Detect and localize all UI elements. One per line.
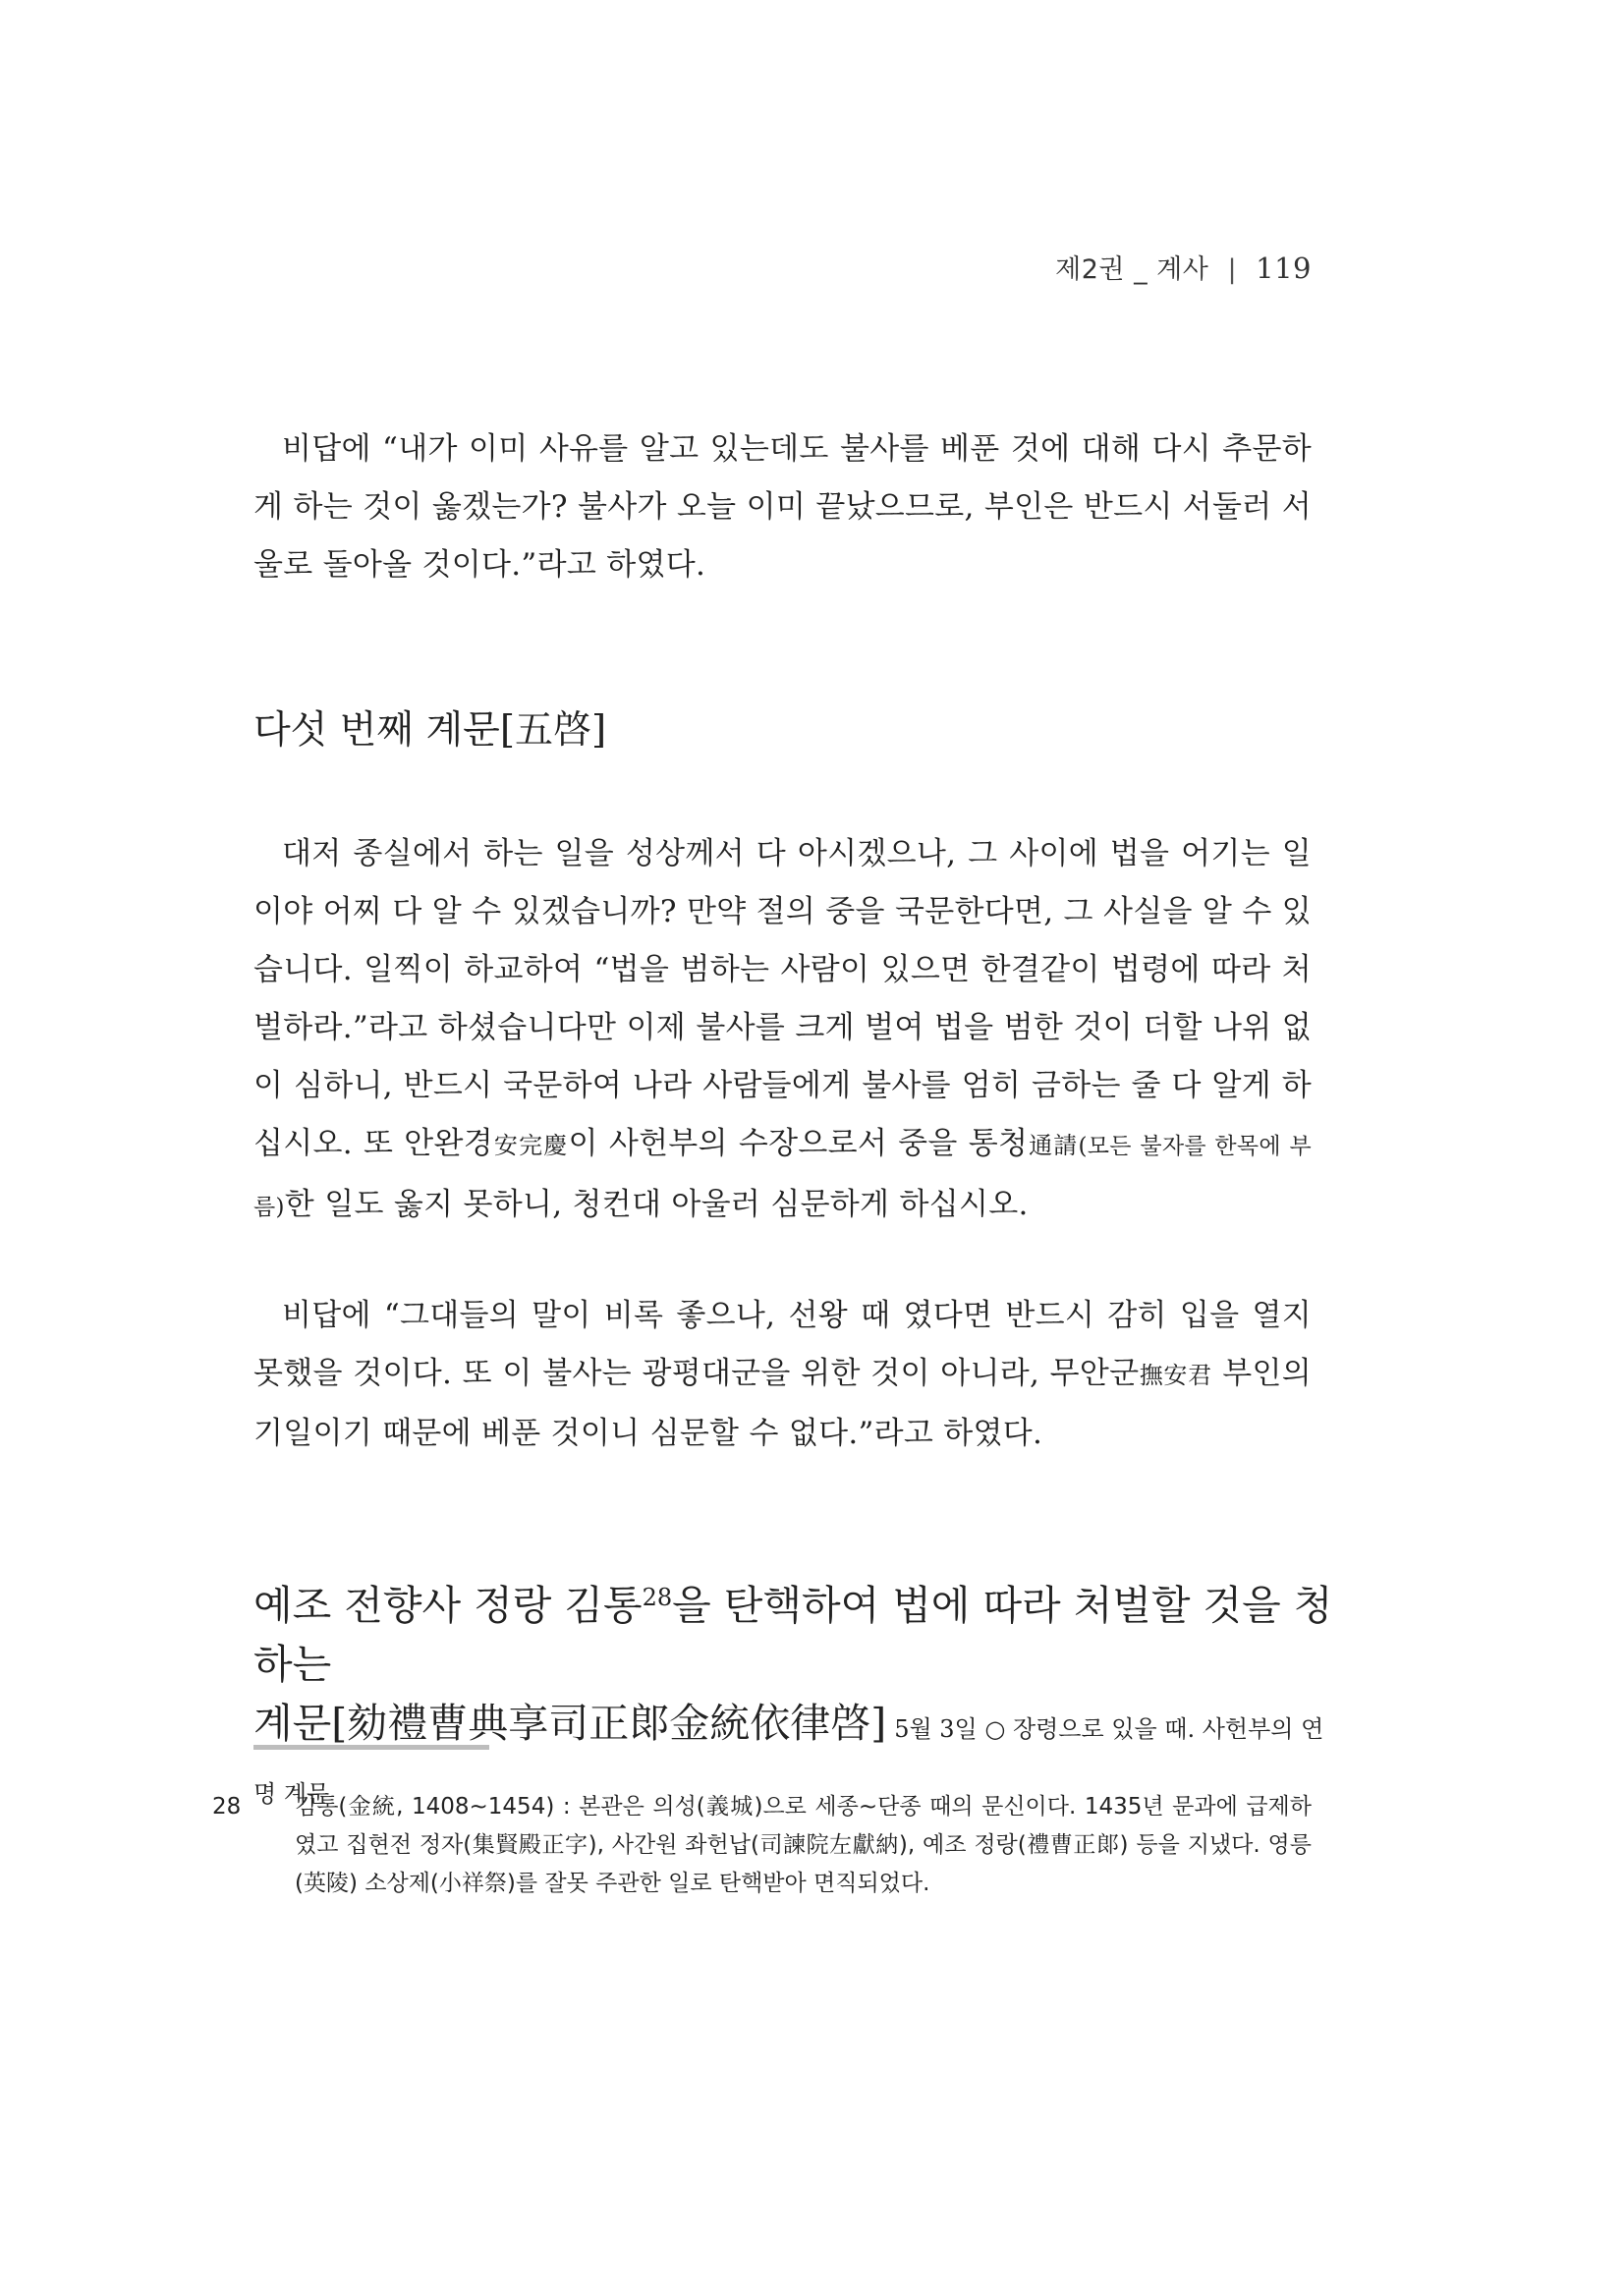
section-title-line-1 — [253, 1568, 1334, 1694]
petition-text-c: 한 일도 옳지 못하니, 청컨대 아울러 심문하게 하십시오. — [284, 1187, 1029, 1222]
hanja-muangun: 撫安君 — [1139, 1362, 1212, 1389]
footnote-divider — [253, 1745, 489, 1750]
header-separator: _ — [1134, 254, 1148, 285]
footnote-28 — [212, 1788, 1312, 1903]
petition-text-b: 이 사헌부의 수장으로서 중을 통청 — [568, 1126, 1029, 1161]
reply-text-a: 비답에 “그대들의 말이 비록 좋으나, 선왕 때 였다면 반드시 감히 입을 열지 못했을 것이다. 또 이 불사는 광평대군을 위한 것이 아니라, 무안군 — [253, 1298, 1312, 1391]
title-hanja: 계문[劾禮曹典享司正郞金統依律啓] — [253, 1700, 887, 1747]
title-meta: 5월 3일 ○ 장령으로 있을 때. 사헌부의 연명 계문 — [253, 1715, 1324, 1808]
running-header — [1055, 248, 1312, 286]
inline-gloss: (모든 불자를 한목에 부름) — [253, 1134, 1312, 1220]
section-heading-fifth-petition: 다섯 번째 계문[五啓] — [253, 708, 607, 753]
title-text-a: 예조 전향사 정랑 김통 — [253, 1582, 643, 1629]
footnote-body — [212, 1788, 1312, 1903]
header-section: 계사 — [1156, 254, 1209, 285]
footnote-reference: 28 — [642, 1584, 673, 1611]
header-volume: 제2권 — [1055, 254, 1125, 285]
title-text-b: 을 탄핵하여 법에 따라 처벌할 것을 청하는 — [253, 1582, 1333, 1688]
hanja-tongcheong: 通請 — [1028, 1132, 1079, 1159]
paragraph-petition-body — [253, 825, 1312, 1237]
paragraph-reply-1: 비답에 “내가 이미 사유를 알고 있는데도 불사를 베푼 것에 대해 다시 추문하게 하는 것이 옳겠는가? 불사가 오늘 이미 끝났으므로, 부인은 반드시 서둘러 서울로 돌아올 것이다.”라고 하였다. — [253, 431, 1312, 583]
hanja-an-wangyeong: 安完慶 — [493, 1132, 569, 1159]
section-title — [253, 1568, 1334, 1823]
paragraph-reply-2 — [253, 1287, 1312, 1463]
reply-text-b: 부인의 기일이기 때문에 베푼 것이니 심문할 수 없다.”라고 하였다. — [253, 1356, 1312, 1451]
page-number: 119 — [1256, 252, 1312, 285]
footnote-text: 김통(金統, 1408~1454) : 본관은 의성(義城)으로 세종~단종 때의 문신이다. 1435년 문과에 급제하였고 집현전 정자(集賢殿正字), 사간원 좌헌납(司諫院左獻納), 예조 정랑(禮曹正郞) 등을 지냈다. 영릉(英陵) 소상제(小祥祭)를 잘못 주관한 일로 탄핵받아 면직되었다. — [295, 1794, 1312, 1896]
footnote-number: 28 — [212, 1794, 242, 1820]
header-divider: | — [1227, 254, 1238, 285]
petition-text-a: 대저 종실에서 하는 일을 성상께서 다 아시겠으나, 그 사이에 법을 어기는 일이야 어찌 다 알 수 있겠습니까? 만약 절의 중을 국문한다면, 그 사실을 알 수 있습니다. 일찍이 하교하여 “법을 범하는 사람이 있으면 한결같이 법령에 따라 처벌하라.”라고 하셨습니다만 이제 불사를 크게 벌여 법을 범한 것이 더할 나위 없이 심하니, 반드시 국문하여 나라 사람들에게 불사를 엄히 금하는 줄 다 알게 하십시오. 또 안완경 — [253, 836, 1312, 1161]
